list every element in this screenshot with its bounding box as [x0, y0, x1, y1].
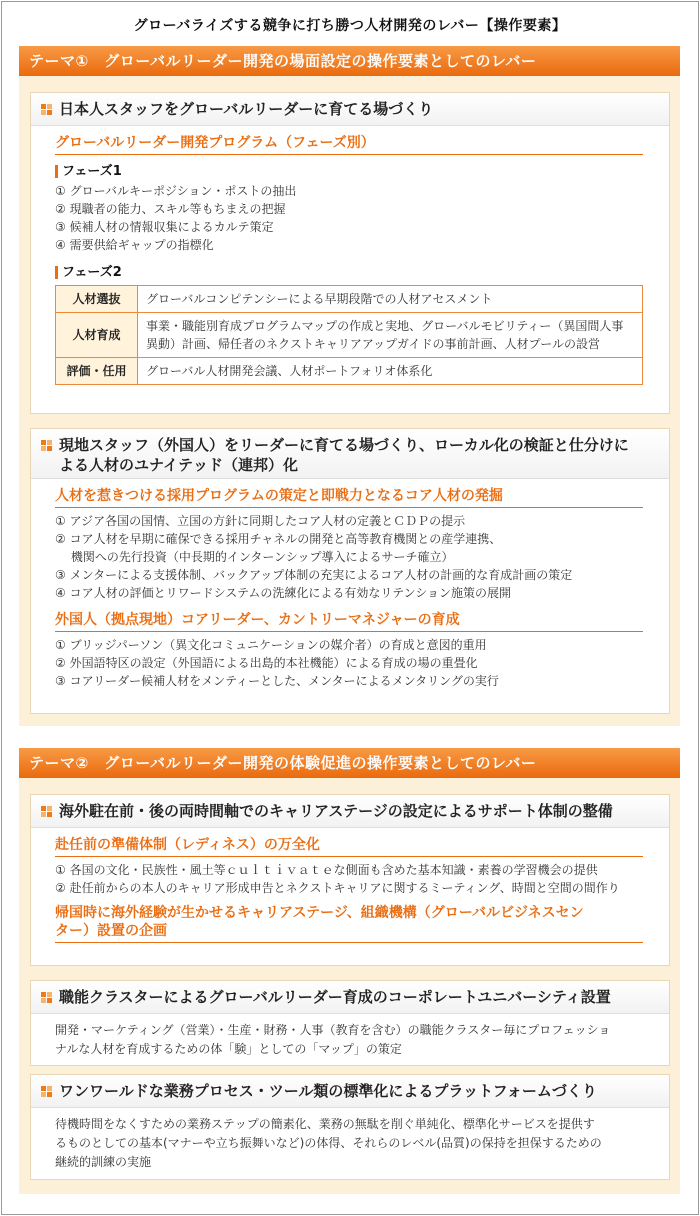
list-item: 機関への先行投資（中長期的インターンシップ導入によるサーチ確立） [55, 550, 454, 564]
text-line: 継続的訓練の実施 [55, 1155, 152, 1169]
row-label: 人材育成 [56, 313, 138, 358]
list-item: ① ブリッジパーソン（異文化コミュニケーションの媒介者）の育成と意図的重用 [55, 638, 487, 652]
list-item: ② 赴任前からの本人のキャリア形成申告とネクストキャリアに関するミーティング、時間と空間の間作り [55, 881, 620, 895]
orange-squares-icon [41, 1086, 52, 1097]
list-item: ② 現職者の能力、スキル等もちまえの把握 [55, 202, 286, 216]
theme2-section2 [30, 980, 670, 1066]
section-header [31, 93, 669, 126]
recruit-list [55, 512, 643, 602]
table-row [56, 358, 643, 385]
orange-squares-icon [41, 806, 52, 817]
list-item: ② 外国語特区の設定（外国語による出島的本社機能）による育成の場の重畳化 [55, 656, 478, 670]
section-title: 日本人スタッフをグローバルリーダーに育てる場づくり [59, 100, 434, 118]
country-manager-list [55, 636, 643, 690]
section-title-line: 現地スタッフ（外国人）をリーダーに育てる場づくり、ローカル化の検証と仕分けに [59, 436, 629, 454]
theme1-section1 [30, 92, 670, 414]
list-item: ① 各国の文化・民族性・風土等ｃｕｌｔｉｖａｔｅな側面も含めた基本知識・素養の学習機会の提供 [55, 863, 598, 877]
list-item: ③ メンターによる支援体制、バックアップ体制の充実によるコア人材の計画的な育成計画の策定 [55, 568, 573, 582]
section-title: 海外駐在前・後の両時間軸でのキャリアステージの設定によるサポート体制の整備 [59, 802, 613, 820]
table-row [56, 313, 643, 358]
readiness-list [55, 861, 643, 897]
phase2-table [55, 285, 643, 385]
section-header [31, 429, 669, 479]
section-header [31, 981, 669, 1014]
theme2-title: テーマ② グローバルリーダー開発の体験促進の操作要素としてのレバー [19, 748, 680, 778]
section-title [59, 435, 629, 475]
heading-line: ター）設置の企画 [55, 923, 167, 939]
heading-line: 帰国時に海外経験が生かせるキャリアステージ、組織機構（グローバルビジネスセン [55, 905, 584, 921]
list-item: ① アジア各国の国情、立国の方針に同期したコア人材の定義とＣＤＰの提示 [55, 514, 466, 528]
table-row [56, 286, 643, 313]
text-line: 待機時間をなくすための業務ステップの簡素化、業務の無駄を削ぐ単純化、標準化サービスを提供す [55, 1117, 595, 1131]
section-header [31, 1075, 669, 1108]
theme2-section1 [30, 794, 670, 966]
phase1-list [55, 182, 643, 254]
section-title-line: よる人材のユナイテッド（連邦）化 [59, 456, 298, 474]
cu-description [55, 1021, 643, 1059]
theme1-section2 [30, 428, 670, 714]
theme1-title: テーマ① グローバルリーダー開発の場面設定の操作要素としてのレバー [19, 46, 680, 76]
text-line: 開発・マーケティング（営業）・生産・財務・人事（教育を含む）の職能クラスター毎にプロフェッショ [55, 1023, 611, 1037]
row-text: グローバル人材開発会議、人材ポートフォリオ体系化 [138, 358, 643, 385]
row-text: グローバルコンピテンシーによる早期段階での人材アセスメント [138, 286, 643, 313]
theme2-section3 [30, 1074, 670, 1180]
section-title: 職能クラスターによるグローバルリーダー育成のコーポレートユニバーシティ設置 [59, 988, 611, 1006]
list-item: ④ コア人材の評価とリワードシステムの洗練化による有効なリテンション施策の展開 [55, 586, 511, 600]
orange-squares-icon [41, 104, 52, 115]
section-title: ワンワールドな業務プロセス・ツール類の標準化によるプラットフォームづくり [59, 1082, 597, 1100]
section-header [31, 795, 669, 828]
readiness-heading: 赴任前の準備体制（レディネス）の万全化 [55, 836, 643, 857]
recruit-heading: 人材を惹きつける採用プログラムの策定と即戦力となるコア人材の発掘 [55, 487, 643, 508]
list-item: ④ 需要供給ギャップの指標化 [55, 238, 214, 252]
return-career-heading [55, 904, 643, 943]
list-item: ① グローバルキーポジション・ポストの抽出 [55, 184, 297, 198]
text-line: ナルな人材を育成するための体「験」としての「マップ」の策定 [55, 1042, 402, 1056]
list-item: ② コア人材を早期に確保できる採用チャネルの開発と高等教育機関との産学連携、 [55, 532, 502, 546]
phase1-label: フェーズ1 [55, 165, 643, 178]
program-heading: グローバルリーダー開発プログラム（フェーズ別） [55, 134, 643, 155]
list-item: ③ 候補人材の情報収集によるカルテ策定 [55, 220, 274, 234]
orange-squares-icon [41, 440, 52, 451]
phase2-label: フェーズ2 [55, 266, 643, 279]
page-title: グローバライズする競争に打ち勝つ人材開発のレバー【操作要素】 [133, 18, 567, 34]
row-label: 人材選抜 [56, 286, 138, 313]
row-label: 評価・任用 [56, 358, 138, 385]
list-item: ③ コアリーダー候補人材をメンティーとした、メンターによるメンタリングの実行 [55, 674, 499, 688]
row-text: 事業・職能別育成プログラムマップの作成と実地、グローバルモビリティー（異国間人事異動）計画、帰任者のネクストキャリアアップガイドの事前計画、人材プールの設営 [138, 313, 643, 358]
text-line: るものとしての基本(マナーや立ち振舞いなど)の体得、それらのレベル(品質)の保持を担保するための [55, 1136, 602, 1150]
country-manager-heading: 外国人（拠点現地）コアリーダー、カントリーマネジャーの育成 [55, 611, 643, 632]
orange-squares-icon [41, 992, 52, 1003]
platform-description [55, 1115, 643, 1172]
